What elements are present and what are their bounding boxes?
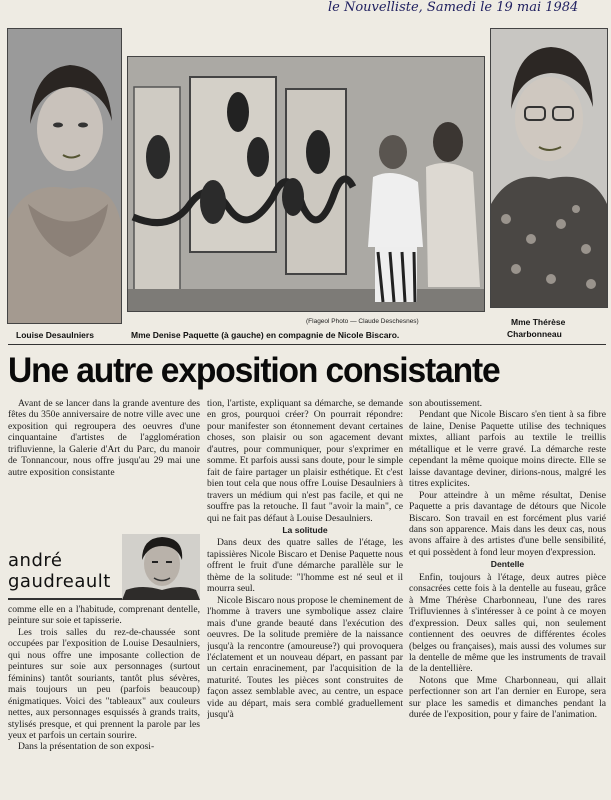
caption-louise: Louise Desaulniers (16, 330, 94, 340)
article-column-1 (8, 398, 200, 526)
handwritten-date-note: le Nouvelliste, Samedi le 19 mai 1984 (328, 0, 579, 15)
paragraph: Avant de se lancer dans la grande aventure des fêtes du 350e anniversaire de notre ville avec une exposition qui regroupera des oeuvres d'une cinquantaine d'artistes de l'agglomération trifluvienne, la Galerie d'Art du Parc, du manoir de Tonnancour, nous offre jusqu'au 29 mai une autre exposition consistante (8, 398, 200, 478)
article-column-1-continued (8, 604, 200, 800)
paragraph: comme elle en a l'habitude, comprenant dentelle, peinture sur soie et tapisserie. (8, 604, 200, 627)
paragraph: Enfin, toujours à l'étage, deux autres pièce consacrées cette fois à la dentelle au fuseau, grâce à Mme Thérèse Charbonneau, l'une des rares Trifluviennes à s'intéresser à ce point à ce moyen d'expression. Deux salles qui, non seulement contiennent des oeuvres de différentes écoles (belges ou françaises), mais aussi des volumes sur la dentelle de même que les instruments de travail de la dentellière. (409, 571, 606, 675)
paragraph: Les trois salles du rez-de-chaussée sont occupées par l'exposition de Louise Desaulniers, qui nous offre une imposante collection de peintures sur soie aux personnages (surtout féminins) tantôt souriants, tantôt plus sévères, mais toujours un peu (parfois beaucoup) énigmatiques. Voici des "tableaux" aux couleurs nettes, aux personnages esquissés à grands traits, stylisés presque, et qui prennent la parole par les yeux et parfois un certain sourire. (8, 626, 200, 741)
caption-therese-line1: Mme Thérèse (511, 317, 566, 327)
photo-therese-charbonneau (490, 28, 608, 308)
paragraph: son aboutissement. (409, 398, 483, 409)
caption-denise-nicole: Mme Denise Paquette (à gauche) en compagnie de Nicole Biscaro. (131, 330, 400, 340)
paragraph: Dans la présentation de son exposi- (18, 741, 155, 753)
paragraph: Pendant que Nicole Biscaro s'en tient à sa fibre de laine, Denise Paquette utilise des techniques mixtes, alliant parfois au textile le treillis métallique et le verre gravé. La démarche reste cependant la même quoique moins directe. Elle se laisse davantage deviner, dirions-nous, malgré les titres explicites. (409, 409, 606, 490)
photo-author (122, 534, 200, 600)
paragraph: tion, l'artiste, expliquant sa démarche, se demande en gros, pourquoi créer? On pourrait répondre: pour manifester son étonnement devant certaines choses, son plaisir ou son agacement devant d'autres, pour communiquer, pour s'exprimer en somme. Et parfois aussi sans doute, pour le simple fait de faire partager un plaisir esthétique. Et c'est bien tout cela que nous offre Louise Desaulniers à travers un médium qui n'est pas facile, et qui ne souffre pas la retouche. Il faut "avoir la main", ce qui ne fait pas défaut à Louise Desaulniers. (207, 398, 403, 524)
byline-first-name: andré (8, 550, 63, 571)
byline-rule (8, 598, 122, 600)
photo-credit: (Flageol Photo — Claude Deschesnes) (306, 318, 419, 325)
top-rule (8, 344, 606, 345)
subheading-dentelle: Dentelle (490, 559, 525, 570)
paragraph: Notons que Mme Charbonneau, qui allait perfectionner son art l'an dernier en Europe, sera sur place les samedis et dimanches pendant la durée de l'exposition, pour y faire de l'animation. (409, 674, 606, 721)
paragraph: Pour atteindre à un même résultat, Denise Paquette a pris davantage de détours que Nicole Biscaro. Son travail en est forcément plus varié dans son apparence. Mais dans les deux cas, nous avons affaire à des artistes d'une belle sensibilité, et qui possèdent à fond leur moyen d'expression. (409, 489, 606, 558)
article-column-2 (207, 398, 403, 800)
subheading-solitude: La solitude (282, 524, 328, 535)
byline (8, 550, 118, 598)
photo-louise-desaulniers (7, 28, 122, 324)
paragraph: Dans deux des quatre salles de l'étage, les tapissières Nicole Biscaro et Denise Paquette nous offrent le fruit d'une démarche parallèle sur le thème de la solitude: "l'homme est né seul et il mourra seul. (207, 537, 403, 595)
headline: Une autre exposition consistante (8, 351, 500, 390)
paragraph: Nicole Biscaro nous propose le cheminement de l'homme à travers une symbolique assez claire mais d'une grande beauté dans l'exécution des oeuvres. De la solitude première de la naissance jusqu'à la rencontre (amoureuse?) qui provoquera l'éclatement et un nouveau départ, en passant par un certain enracinement, par l'acquisition de la maturité. Toutes les pièces sont construites de façon assez semblable avec, au centre, un espace vide au départ, mais sera comblé graduellement jusqu'à (207, 594, 403, 721)
photo-tapestry-exhibition (127, 56, 485, 312)
article-column-3 (409, 398, 606, 800)
caption-therese-line2: Charbonneau (507, 329, 562, 339)
byline-last-name: gaudreault (8, 571, 111, 592)
